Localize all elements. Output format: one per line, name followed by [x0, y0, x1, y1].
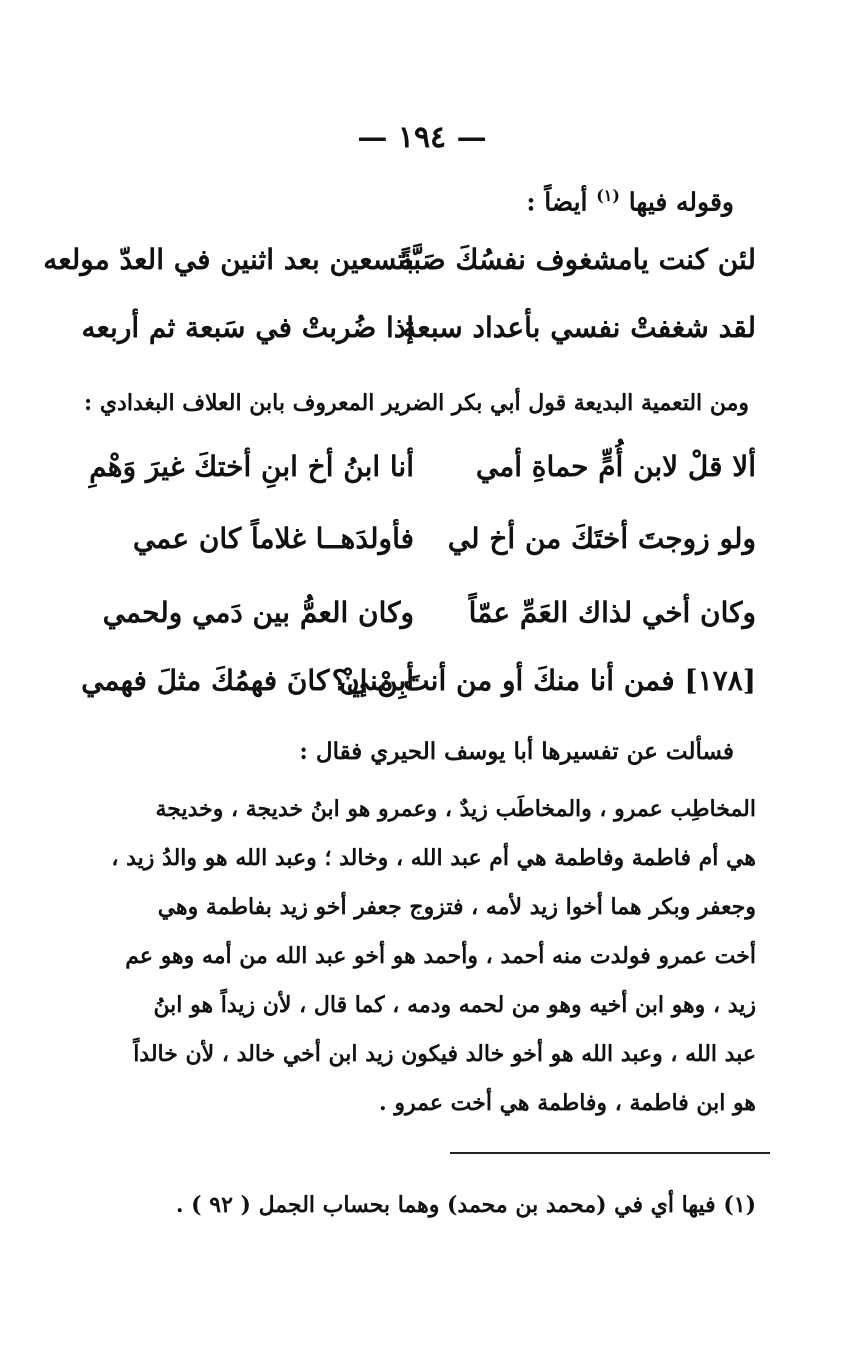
poem1-verse1-hemistich-a: لئن كنت يامشغوف نفسُكَ صَبَّةً: [398, 243, 756, 276]
intro-text: وقوله فيها: [628, 187, 734, 217]
prose-line-4: أخت عمرو فولدت منه أحمد ، وأحمد هو أخو عبد الله من أمه وهو عم: [125, 943, 756, 969]
footnote-separator: [450, 1152, 770, 1154]
intro-line-1: [526, 186, 734, 216]
page-number: — ١٩٤ —: [357, 120, 487, 155]
poem1-verse1-hemistich-b: بتسعين بعد اثنين في العدّ مولعه: [43, 243, 414, 276]
poem2-verse3-hemistich-a: وكان أخي لذاك العَمِّ عمّاً: [468, 596, 756, 629]
poem2-verse4-hemistich-a: [١٧٨] فمن أنا منكَ أو من أنتَ مني؟: [331, 664, 756, 697]
prose-line-5: زيد ، وهو ابن أخيه وهو من لحمه ودمه ، كما قال ، لأن زيداً هو ابنُ: [153, 992, 756, 1018]
poem2-verse4-hemistich-b: أبِنْ إنْ كانَ فهمُكَ مثلَ فهمي: [81, 664, 414, 697]
poem2-verse1-hemistich-a: ألا قلْ لابن أُمٍّ حماةِ أمي: [475, 450, 756, 483]
poem1-verse2-hemistich-a: لقد شغفتْ نفسي بأعداد سبعة: [402, 311, 756, 344]
poem2-verse2-hemistich-a: ولو زوجتَ أختَكَ من أخ لي: [447, 522, 756, 555]
intro-line-2: ومن التعمية البديعة قول أبي بكر الضرير المعروف بابن العلاف البغدادي :: [84, 390, 749, 416]
answer-intro: فسألت عن تفسيرها أبا يوسف الحيري فقال :: [299, 738, 734, 765]
footnote-ref: (١): [596, 186, 620, 205]
prose-line-7: هو ابن فاطمة ، وفاطمة هي أخت عمرو .: [379, 1090, 756, 1116]
poem2-verse3-hemistich-b: وكان العمُّ بين دَمي ولحمي: [102, 596, 414, 629]
intro-tail: أيضاً :: [526, 187, 588, 217]
prose-line-1: المخاطِب عمرو ، والمخاطَب زيدٌ ، وعمرو هو ابنُ خديجة ، وخديجة: [155, 796, 756, 822]
poem1-verse2-hemistich-b: إذا ضُربتْ في سَبعة ثم أربعه: [81, 311, 414, 344]
footnote: (١) فيها أي في (محمد بن محمد) وهما بحساب الجمل ( ٩٢ ) .: [175, 1192, 756, 1218]
prose-line-3: وجعفر وبكر هما أخوا زيد لأمه ، فتزوج جعفر أخو زيد بفاطمة وهي: [157, 894, 756, 920]
prose-line-2: هي أم فاطمة وفاطمة هي أم عبد الله ، وخالد ؛ وعبد الله هو والدُ زيد ،: [111, 845, 756, 871]
poem2-verse1-hemistich-b: أنا ابنُ أخ ابنِ أختكَ غيرَ وَهْمِ: [89, 450, 414, 483]
poem2-verse2-hemistich-b: فأولدَهــا غلاماً كان عمي: [132, 522, 414, 555]
prose-line-6: عبد الله ، وعبد الله هو أخو خالد فيكون زيد ابن أخي خالد ، لأن خالداً: [133, 1041, 756, 1067]
